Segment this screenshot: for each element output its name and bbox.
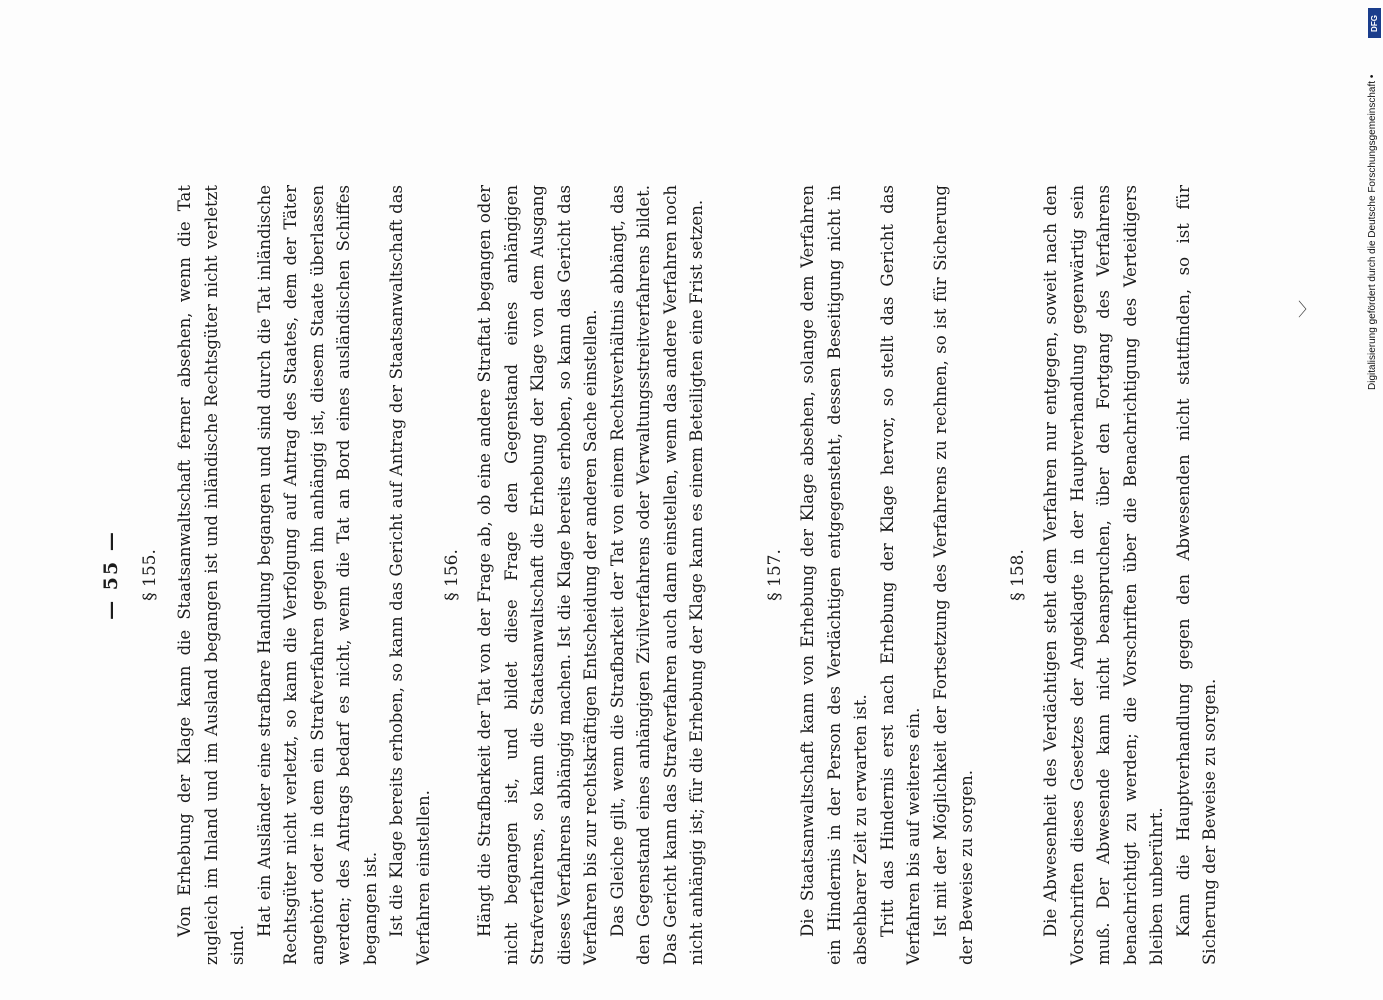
section-heading-158: § 158.: [1008, 549, 1028, 601]
digitization-credit: Digitalisierung gefördert durch die Deutsche Forschungsgemeinschaft •: [1367, 74, 1378, 390]
paragraph: Tritt das Hindernis erst nach Erhebung der Klage hervor, so stellt das Gericht das Verfahren bis auf weiteres ein.: [877, 185, 923, 965]
section-heading-156: § 156.: [442, 549, 462, 601]
paragraph: Hängt die Strafbarkeit der Tat von der Frage ab, ob eine andere Straftat begangen oder nicht begangen ist, und bildet diese Frage den Gegenstand eines anhängigen Strafverfahrens, so kann die Staatsanwaltschaft die Erhebung der Klage von dem Ausgang dieses Verfahrens abhängig machen. Ist die Klage bereits erhoben, so kann das Gericht das Verfahren bis zur rechtskräftigen Entscheidung der anderen Sache einstellen.: [475, 185, 600, 965]
paragraph: Ist die Klage bereits erhoben, so kann das Gericht auf Antrag der Staatsanwaltschaft das Verfahren einstellen.: [387, 185, 433, 965]
paragraph: Von Erhebung der Klage kann die Staatsanwaltschaft ferner absehen, wenn die Tat zugleich im Inland und im Ausland begangen ist und inländische Rechtsgüter nicht verletzt sind.: [175, 185, 247, 965]
section-heading-155: § 155.: [140, 549, 160, 601]
paragraph: Die Abwesenheit des Verdächtigen steht dem Verfahren nur entgegen, soweit nach den Vorschriften dieses Gesetzes der Angeklagte in der Hauptverhandlung gegenwärtig sein muß. Der Abwesende kann nicht beanspruchen, über den Fortgang des Verfahrens benachrichtigt zu werden; die Vorschriften über die Benachrichtigung des Verteidigers bleiben unberührt.: [1041, 185, 1166, 965]
paragraph: Die Staatsanwaltschaft kann von Erhebung der Klage absehen, solange dem Verfahren ein Hindernis in der Person des Verdächtigen entgegensteht, dessen Beseitigung nicht in absehbarer Zeit zu erwarten ist.: [798, 185, 870, 965]
paragraph: Das Gleiche gilt, wenn die Strafbarkeit der Tat von einem Rechtsverhältnis abhängt, das den Gegenstand eines anhängigen Zivilverfahrens oder Verwaltungsstreitverfahrens bildet. Das Gericht kann das Strafverfahren auch dann einstellen, wenn das andere Verfahren noch nicht anhängig ist; für die Erhebung der Klage kann es einem Beteiligten eine Frist setzen.: [607, 185, 706, 965]
margin-mark: 〉: [1298, 300, 1316, 321]
section-155-body: [172, 185, 437, 965]
section-heading-157: § 157.: [765, 549, 785, 601]
section-158-body: [1038, 185, 1224, 965]
page-number: — 55 —: [100, 530, 122, 620]
paragraph: Kann die Hauptverhandlung gegen den Abwesenden nicht stattfinden, so ist für Sicherung der Beweise zu sorgen.: [1173, 185, 1219, 965]
paragraph: Hat ein Ausländer eine strafbare Handlung begangen und sind durch die Tat inländische Rechtsgüter nicht verletzt, so kann die Verfolgung auf Antrag des Staates, dem der Täter angehört oder in dem ein Strafverfahren gegen ihn anhängig ist, diesem Staate überlassen werden; des Antrags bedarf es nicht, wenn die Tat an Bord eines ausländischen Schiffes begangen ist.: [254, 185, 380, 965]
rotated-page-content: [100, 185, 1230, 965]
paragraph: Ist mit der Möglichkeit der Fortsetzung des Verfahrens zu rechnen, so ist für Sicherung der Beweise zu sorgen.: [930, 185, 976, 965]
dfg-logo: DFG: [1368, 8, 1381, 38]
section-156-body: [472, 185, 711, 965]
section-157-body: [795, 185, 981, 965]
